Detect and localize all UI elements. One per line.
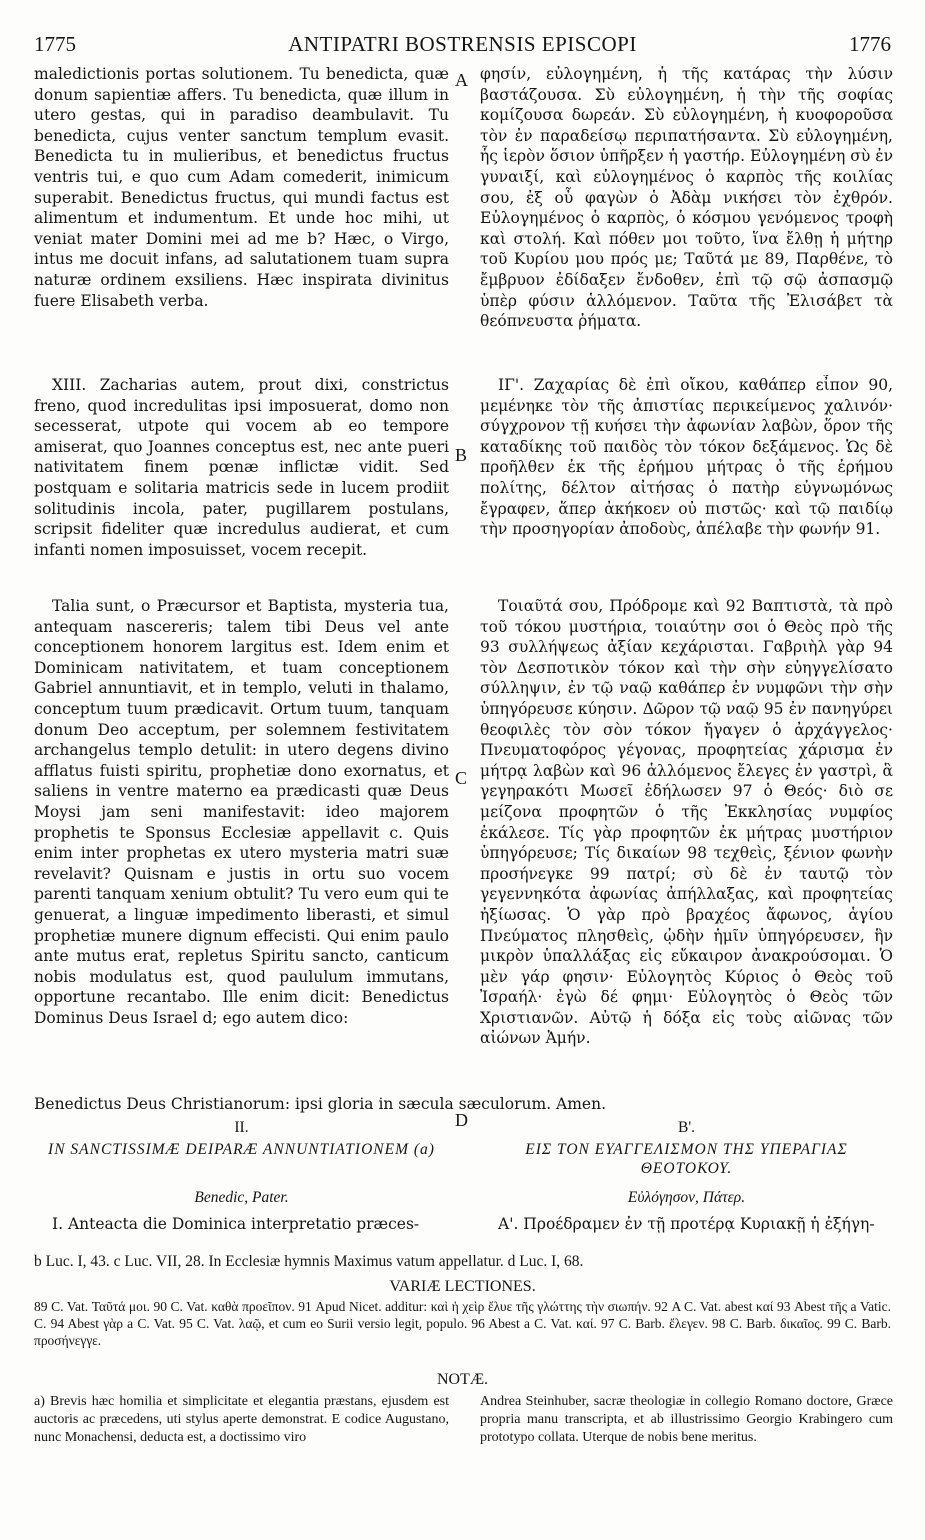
closing-line — [34, 1094, 894, 1115]
notae-right: Andrea Steinhuber, sacræ theologiæ in collegio Romano doctore, Græce propria manu transcripta, et ab illustrissimo Georgio Krabingero cum prototypo collata. Uterque de nobis bene meritus. — [480, 1394, 893, 1445]
greek-paragraph-1: φησίν, εὐλογημένη, ἡ τῆς κατάρας τὴν λύσιν βαστάζουσα. Σὺ εὐλογημένη, ἡ τὴν τῆς σοφίας κομίζουσα δωρεάν. Σὺ εὐλογημένη, ἡ κυοφοροῦσα τὸν ἐν παραδείσῳ περιπατήσαντα. Σὺ εὐλογημένη, ἧς ἱερὸν ὅσιον ὑπῆρξεν ἡ γαστήρ. Εὐλογημένη σὺ ἐν γυναιξί, καὶ εὐλογημένος ὁ καρπὸς τῆς κοιλίας σου, ἐξ οὗ φαγὼν ὁ Ἀδὰμ νικήσει τὸν ἐχθρόν. Εὐλογημένος ὁ καρπὸς, ὁ κόσμου γενόμενος τροφὴ καὶ στολή. Καὶ πόθεν μοι τοῦτο, ἵνα ἔλθῃ ἡ μήτηρ τοῦ Κυρίου μου πρός με; Ταῦτά με 89, Παρθένε, τὸ ἔμβρυον ἐδίδαξεν ἔνδοθεν, ἐπὶ τῷ σῷ ἀσπασμῷ ὑπὲρ φύσιν ἁλλόμενον. Ταῦτα τῆς Ἐλισάβετ τὰ θεόπνευστα ῥήματα. — [480, 65, 893, 331]
footnotes: b Luc. I, 43. c Luc. VII, 28. In Ecclesiæ hymnis Maximus vatum appellatur. d Luc. I, 68. — [34, 1253, 584, 1270]
greek-column-2 — [480, 375, 893, 573]
section-number-right: Β'. — [677, 1119, 695, 1136]
section-title-left: IN SANCTISSIMÆ DEIPARÆ ANNUNTIATIONEM (a) — [48, 1141, 435, 1158]
section-start-right — [480, 1214, 893, 1235]
column-marker-c: C — [455, 768, 468, 788]
closing-text: Benedictus Deus Christianorum: ipsi gloria in sæcula sæculorum. Amen. — [34, 1095, 607, 1113]
variae-heading: VARIÆ LECTIONES. — [389, 1278, 536, 1295]
greek-paragraph-3: Τοιαῦτά σου, Πρόδρομε καὶ 92 Βαπτιστὰ, τὰ πρὸ τοῦ τόκου μυστήρια, τοιαύτην σοι ὁ Θεὸς πρὸ τῆς 93 συλλήψεως ἀξίαν κεχάρισται. Γαβριὴλ γὰρ 94 τὸν Δεσποτικὸν τόκον καὶ τὴν σὴν εὐηγγελίσατο σύλληψιν, ἐν τῷ ναῷ καθάπερ ἐν νυμφῶνι τὴν σὴν ὑπηγόρευσε κύησιν. Δῶρον τῷ ναῷ 95 ἐν πανηγύρει θεοφιλὲς τὸν σὸν τόκον ἤγαγεν ὁ ἀρχάγγελος· Πνευματοφόρος γέγονας, προφητείας χάρισμα ἐν μήτρᾳ λαβὼν καὶ 96 ἁλλόμενος ἔλεγες ἐν γαστρὶ, ἃ γεγηρακότι Μωσεῖ ἐδήλωσεν 97 ὁ Θεός· διὸ σε μείζονα προφητῶν ὁ τῆς Ἐκκλησίας νυμφίος ἐκάλεσε. Τίς γὰρ προφητῶν ἐκ μήτρας μυστήριον ὑπηγόρευσε; Τίς δικαίων 98 τεχθεὶς, ξένιον φωνὴν προσήνεγκε 99 πατρί; σὺ δὲ ἐν ταυτῷ τὸν γεγεννηκότα ἀφωνίας ἀπήλλαξας, καὶ προφητείας ἠξίωσας. Ὁ γὰρ πρὸ βραχέος ἄφωνος, ἁγίου Πνεύματος πλησθεὶς, ᾠδὴν ἡμῖν ὑπηγόρευσεν, ἣν μικρὸν ὑπαλλάξας εἰς εὔκαιρον ἀνακρούσομαι. Ὁ μὲν γάρ φησιν· Εὐλογητὸς Κύριος ὁ Θεὸς τοῦ Ἰσραήλ· ἐγὼ δέ φημι· Εὐλογητὸς ὁ Θεὸς τῶν Χριστιανῶν. Αὐτῷ ἡ δόξα εἰς τοὺς αἰῶνας τῶν αἰώνων Ἀμήν. — [480, 597, 893, 1048]
notae-heading: NOTÆ. — [436, 1371, 489, 1388]
section-start-left — [34, 1214, 449, 1235]
latin-column — [34, 64, 449, 371]
page-header — [34, 32, 891, 60]
page-number-right: 1776 — [849, 32, 891, 56]
greek-paragraph-2: ΙΓ'. Ζαχαρίας δὲ ἐπὶ οἴκου, καθάπερ εἶπον 90, μεμένηκε τὸν τῆς ἀπιστίας περικείμενος χαλινόν· σύγχρονον τῇ κυήσει τὴν ἀφωνίαν λαβὼν, ὅρον τῆς καταδίκης τοῦ παιδὸς τὸν τόκον δεξάμενος. Ὡς δὲ προῆλθεν ἐκ τῆς ἐρήμου μήτρας ὁ τῆς ἐρήμου πολίτης, δέλτον αἰτήσας ὁ πατὴρ εὐγνωμόνως ἔγραφεν, ἅπερ ἀκήκοεν οὐ πιστῶς· καὶ τῷ παιδίῳ τὴν προσηγορίαν ἀποδοὺς, ἀπέλαβε τὴν φωνήν 91. — [480, 376, 893, 539]
section-start-left-text: I. Anteacta die Dominica interpretatio præces- — [52, 1215, 420, 1233]
blessing-right: Εὐλόγησον, Πάτερ. — [627, 1189, 746, 1206]
column-marker-d: D — [455, 1110, 468, 1130]
greek-column — [480, 64, 893, 371]
running-title: ANTIPATRI BOSTRENSIS EPISCOPI — [288, 32, 637, 56]
latin-paragraph-2: XIII. Zacharias autem, prout dixi, constrictus freno, quod incredulitas ipsi imposuerat, domo non secesserat, utpote qui vocem ab eo tempore amiserat, quo Joannes conceptus est, nec ante pueri nativitatem finem pœnæ inflictæ vidit. Sed postquam e solitaria matricis sede in lucem prodiit solitudinis incola, pater, pugillarem postulans, scripsit fideliter quæ incredulus audierat, et cum infanti nomen imposuisset, vocem recepit. — [34, 376, 449, 559]
latin-column-3 — [34, 596, 449, 1090]
column-marker-b: B — [455, 445, 468, 465]
greek-column-3 — [480, 596, 893, 1090]
section-title-right: ΕΙΣ ΤΟΝ ΕΥΑΓΓΕΛΙΣΜΟΝ ΤΗΣ ΥΠΕΡΑΓΙΑΣ ΘΕΟΤΟΚΟΥ. — [525, 1141, 848, 1177]
page-number-left: 1775 — [34, 32, 76, 56]
column-marker-a: A — [455, 70, 468, 90]
notae-left: a) Brevis hæc homilia et simplicitate et elegantia præstans, ejusdem est auctoris ac præcedens, uti stylus aperte demonstrat. E codice Augustano, nunc Monachensi, deducta est, a doctissimo viro — [34, 1394, 449, 1445]
section-start-right-text: Α'. Προέδραμεν ἐν τῇ προτέρᾳ Κυριακῇ ἡ ἐξήγη- — [498, 1215, 875, 1233]
section-number-left: II. — [234, 1119, 249, 1136]
variae-text: 89 C. Vat. Ταῦτά μοι. 90 C. Vat. καθὰ προεῖπον. 91 Apud Nicet. additur: καὶ ἡ χεὶρ ἔλυε τῆς γλώττης τὴν σιωπήν. 92 A C. Vat. abest καί 93 Abest τῆς a Vatic. C. 94 Abest γὰρ a C. Vat. 95 C. Vat. λαῷ, et cum eo Surii versio legit, populo. 96 Abest a C. Vat. καί. 97 C. Barb. ἔλεγεν. 98 C. Barb. δικαῖος. 99 C. Barb. προσήνεγγε. — [34, 1299, 891, 1348]
latin-column-2 — [34, 375, 449, 593]
latin-paragraph-3: Talia sunt, o Præcursor et Baptista, mysteria tua, antequam nascereris; talem tibi Deus vel ante conceptionem honorem largitus est. Idem enim et Dominicam nativitatem, et tuam conceptionem Gabriel annuntiavit, et in templo, veluti in thalamo, conceptum tuum prædicavit. Ortum tuum, tanquam donum Deo acceptum, per solemnem festivitatem archangelus templo detulit: in utero degens divino afflatus fuisti spiritu, prophetiæ dono exornatus, et saliens in ventre materno ea prædicasti quæ Deus Moysi jam seni manifestavit: ideo majorem prophetis te Sponsus Ecclesiæ appellavit c. Quis enim inter prophetas ex utero mysteria matri suæ revelavit? Quisnam e justis in ortu suo vocem parenti tanquam xenium obtulit? Tu vero eum qui te genuerat, a linguæ impedimento liberasti, et simul prophetiæ munere dignum effecisti. Qui enim paulo ante mutus erat, repletus Spiritu sancto, canticum nobis modulatus est, quod paululum immutans, opportune recantabo. Ille enim dicit: Benedictus Dominus Deus Israel d; ego autem dico: — [34, 597, 449, 1027]
latin-paragraph-1: maledictionis portas solutionem. Tu benedicta, quæ donum sapientiæ affers. Tu benedicta, quæ illum in utero gestas, qui in paradiso deambulavit. Tu benedicta, cujus venter sanctum templum evasit. Benedicta tu in mulieribus, et benedictus fructus ventris tui, e quo cum Adam comederit, inimicum superabit. Benedictus fructus, qui mundi factus est alimentum et indumentum. Et unde hoc mihi, ut veniat mater Domini mei ad me b? Hæc, o Virgo, intus me docuit infans, ad salutationem tuam supra naturæ ordinem exsiliens. Hæc inspirata divinitus fuere Elisabeth verba. — [34, 65, 449, 310]
blessing-left: Benedic, Pater. — [194, 1189, 289, 1206]
